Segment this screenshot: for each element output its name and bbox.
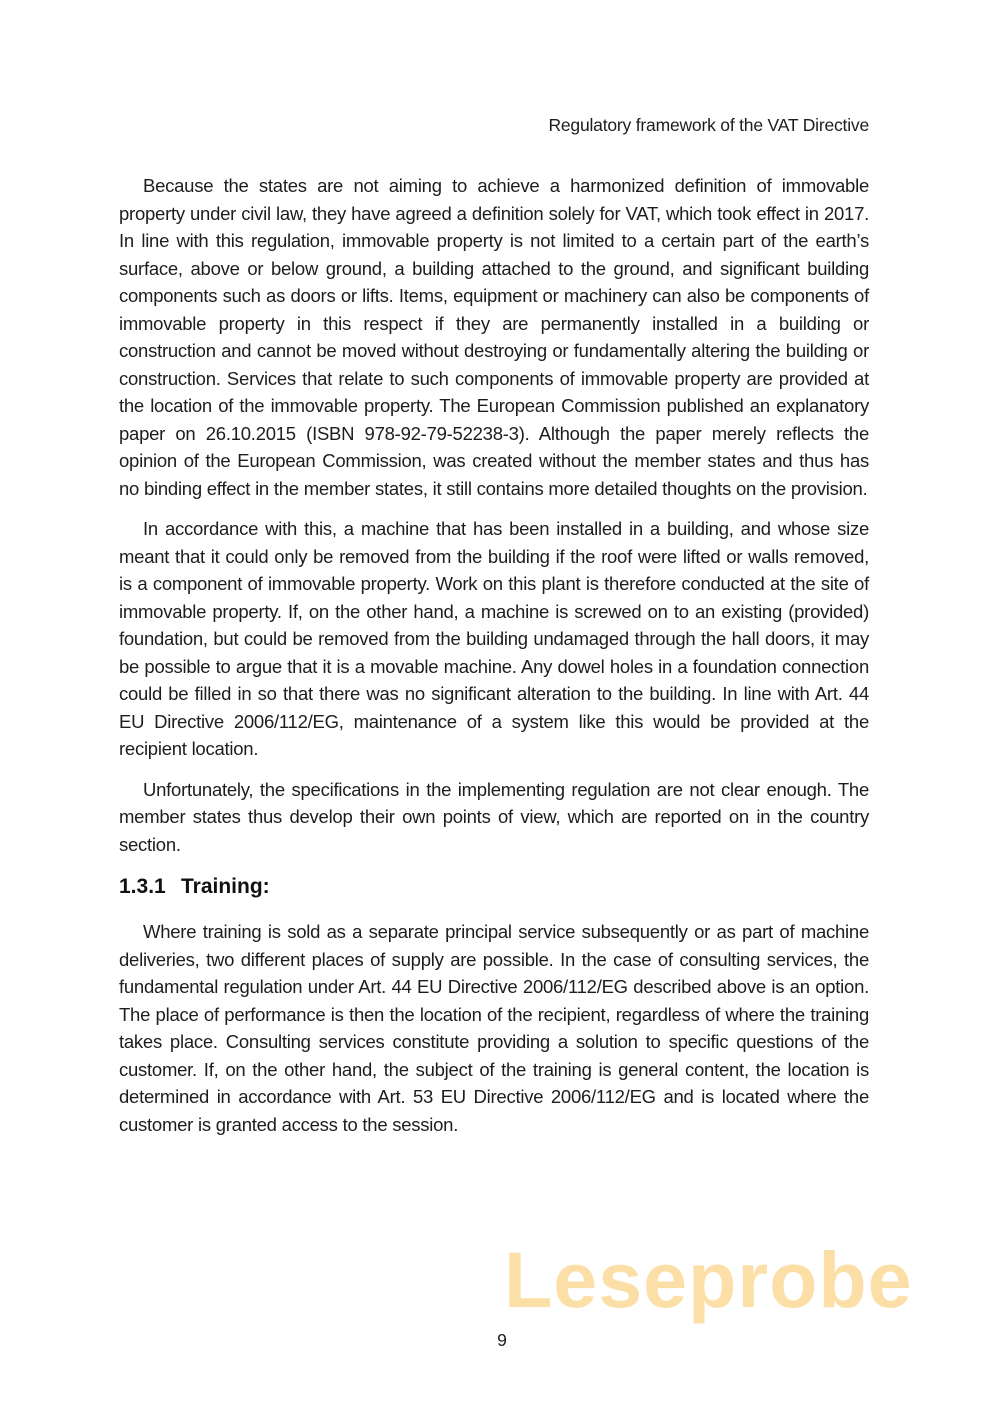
section-number: 1.3.1 bbox=[119, 875, 166, 898]
running-header: Regulatory framework of the VAT Directive bbox=[548, 115, 869, 135]
body-paragraph-3: Unfortunately, the specifications in the implementing regulation are not clear enough. The member states thus develop their own points of view, which are reported on in the country section. bbox=[119, 778, 869, 855]
page-number: 9 bbox=[497, 1330, 507, 1350]
body-column bbox=[119, 172, 869, 1151]
section-heading bbox=[119, 873, 869, 901]
body-paragraph-1: Because the states are not aiming to achieve a harmonized definition of immovable property under civil law, they have agreed a definition solely for VAT, which took effect in 2017. In line with this regulation, immovable property is not limited to a certain part of the earth’s surface, above or below ground, a building attached to the ground, and significant building components such as doors or lifts. Items, equipment or machinery can also be components of immovable property in this respect if they are permanently installed in a building or construction and cannot be moved without destroying or fundamentally altering the building or construction. Services that relate to such components of immovable property are provided at the location of the immovable property. The European Commission published an explanatory paper on 26.10.2015 (ISBN 978-92-79-52238-3). Although the paper merely reflects the opinion of the European Commission, was created without the member states and thus has no binding effect in the member states, it still contains more detailed thoughts on the provision. bbox=[119, 175, 869, 499]
body-paragraph-2: In accordance with this, a machine that has been installed in a building, and whose size meant that it could only be removed from the building if the roof were lifted or walls removed, is a component of immovable property. Work on this plant is therefore conducted at the site of immovable property. If, on the other hand, a machine is screwed on to an existing (provided) foundation, but could be removed from the building undamaged through the hall doors, it may be possible to argue that it is a movable machine. Any dowel holes in a foundation connection could be filled in so that there was no significant alteration to the building. In line with Art. 44 EU Directive 2006/112/EG, maintenance of a system like this would be provided at the recipient location. bbox=[119, 518, 869, 759]
body-paragraph-4: Where training is sold as a separate principal service subsequently or as part of machine deliveries, two different places of supply are possible. In the case of consulting services, the fundamental regulation under Art. 44 EU Directive 2006/112/EG described above is an option. The place of performance is then the location of the recipient, regardless of where the training takes place. Consulting services constitute providing a solution to specific questions of the customer. If, on the other hand, the subject of the training is general content, the location is determined in accordance with Art. 53 EU Directive 2006/112/EG and is located where the customer is granted access to the session. bbox=[119, 921, 869, 1135]
watermark: Leseprobe bbox=[504, 1235, 913, 1324]
section-title: Training: bbox=[181, 875, 270, 898]
